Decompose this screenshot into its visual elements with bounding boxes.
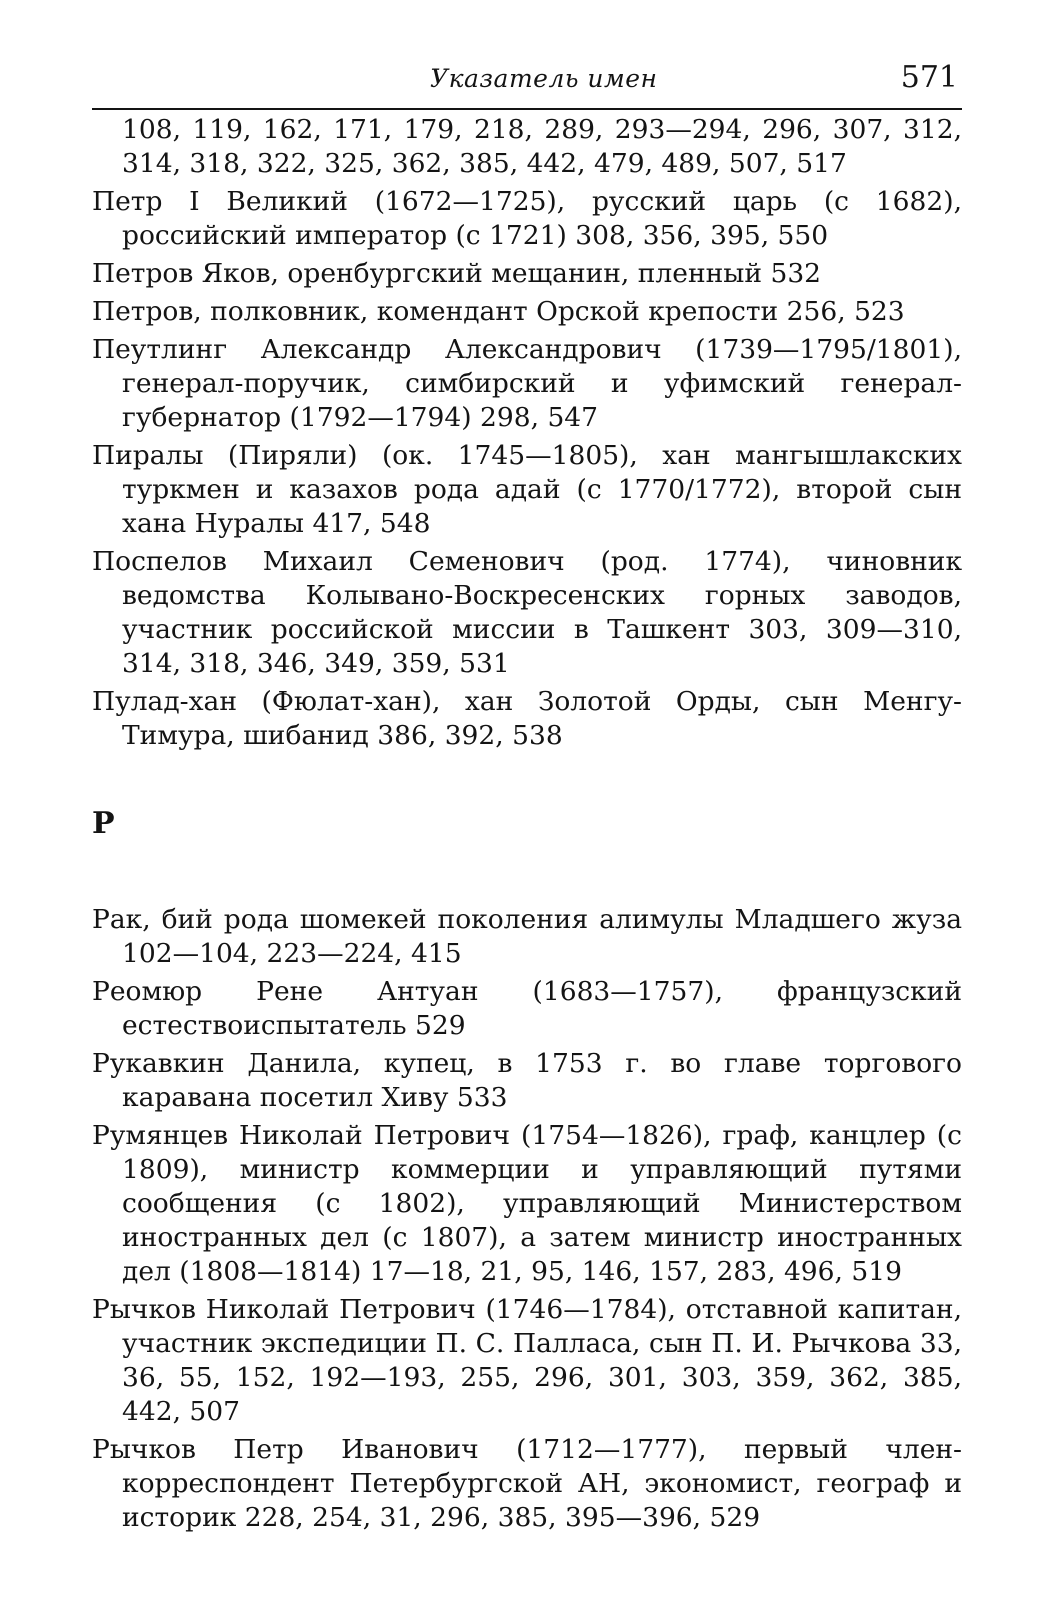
index-entry: Румянцев Николай Петрович (1754—1826), граф, канцлер (с 1809), министр коммерции и управляющий путями сообщения (с 1802), управляющий Министерством иностранных дел (с 1807), а затем министр иностранных дел (1808—1814) 17—18, 21, 95, 146, 157, 283, 496, 519	[92, 1120, 962, 1287]
index-entry: Рукавкин Данила, купец, в 1753 г. во главе торгового каравана посетил Хиву 533	[92, 1048, 962, 1113]
index-entry: Петр I Великий (1672—1725), русский царь (с 1682), российский император (с 1721) 308, 356, 395, 550	[92, 186, 962, 251]
index-entry: Петров Яков, оренбургский мещанин, пленный 532	[92, 258, 822, 289]
index-entry: Пулад-хан (Фюлат-хан), хан Золотой Орды, сын Менгу-Тимура, шибанид 386, 392, 538	[92, 686, 962, 751]
index-entry: Реомюр Рене Антуан (1683—1757), французский естествоиспытатель 529	[92, 976, 962, 1041]
running-header	[92, 58, 962, 110]
index-entry: Рычков Петр Иванович (1712—1777), первый член-корреспондент Петербургской АН, экономист, географ и историк 228, 254, 31, 296, 385, 395—396, 529	[92, 1434, 962, 1533]
index-entry: Пеутлинг Александр Александрович (1739—1795/1801), генерал-поручик, симбирский и уфимский генерал-губернатор (1792—1794) 298, 547	[92, 334, 962, 433]
index-entry: Поспелов Михаил Семенович (род. 1774), чиновник ведомства Колывано-Воскресенских горных заводов, участник российской миссии в Ташкент 303, 309—310, 314, 318, 346, 349, 359, 531	[92, 546, 962, 679]
running-title: Указатель имен	[430, 64, 658, 93]
index-entry: Рак, бий рода шомекей поколения алимулы Младшего жуза 102—104, 223—224, 415	[92, 904, 962, 969]
name-index	[92, 113, 962, 1539]
index-entry: Петров, полковник, комендант Орской крепости 256, 523	[92, 296, 905, 327]
index-entry: Пиралы (Пиряли) (ок. 1745—1805), хан мангышлакских туркмен и казахов рода адай (с 1770/1772), второй сын хана Нуралы 417, 548	[92, 440, 962, 539]
index-entry: Рычков Николай Петрович (1746—1784), отставной капитан, участник экспедиции П. С. Палласа, сын П. И. Рычкова 33, 36, 55, 152, 192—193, 255, 296, 301, 303, 359, 362, 385, 442, 507	[92, 1294, 962, 1427]
page-number: 571	[900, 60, 958, 95]
section-letter: Р	[92, 806, 115, 841]
index-entry-continuation: 108, 119, 162, 171, 179, 218, 289, 293—294, 296, 307, 312, 314, 318, 322, 325, 362, 385, 442, 479, 489, 507, 517	[122, 114, 962, 179]
